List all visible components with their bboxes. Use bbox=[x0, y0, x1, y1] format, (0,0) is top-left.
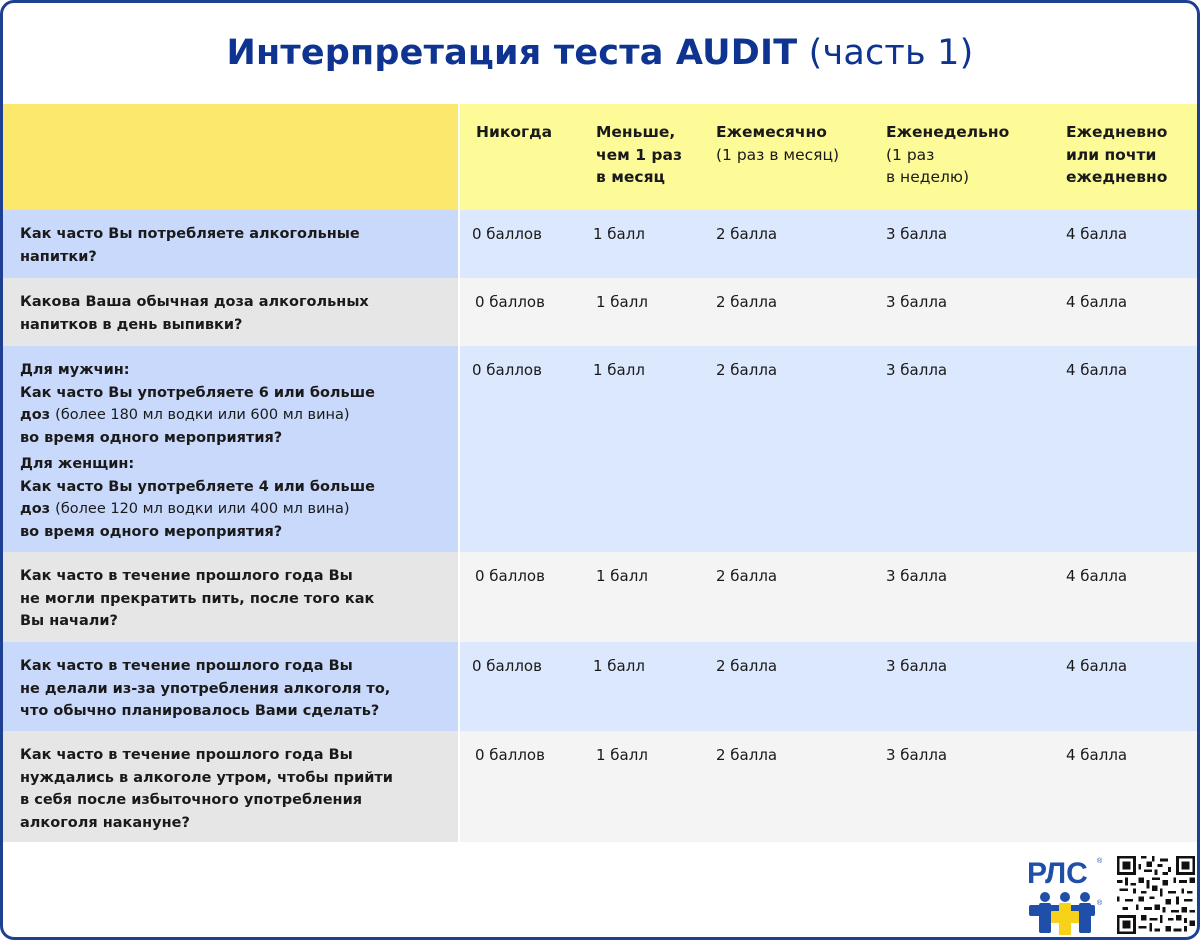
header-col-note: (1 раз bbox=[886, 145, 935, 164]
header-col-label: Меньше, bbox=[596, 123, 676, 141]
question-women bbox=[20, 453, 446, 543]
question-text: доз bbox=[20, 501, 51, 517]
question-text: нуждались в алкоголе утром, чтобы прийти bbox=[20, 769, 393, 786]
score-weekly: 3 балла bbox=[886, 567, 948, 585]
score-weekly: 3 балла bbox=[886, 746, 948, 764]
header-col-less-monthly bbox=[596, 121, 682, 189]
score-daily: 4 балла bbox=[1066, 746, 1128, 764]
table-row bbox=[3, 642, 1200, 731]
question-cell bbox=[3, 552, 458, 642]
score-never: 0 баллов bbox=[472, 657, 542, 675]
question-men bbox=[20, 359, 446, 449]
logo-registered-mark: ® bbox=[1097, 900, 1103, 907]
question-text: что обычно планировалось Вами сделать? bbox=[20, 703, 380, 719]
score-less-monthly: 1 балл bbox=[596, 293, 648, 311]
score-never: 0 баллов bbox=[472, 361, 542, 379]
question-text: Как часто Вы употребляете 6 или больше bbox=[20, 384, 375, 401]
score-weekly: 3 балла bbox=[886, 361, 948, 379]
score-daily: 4 балла bbox=[1066, 567, 1128, 585]
question-men-label: Для мужчин: bbox=[20, 362, 130, 378]
logo-registered-mark: ® bbox=[1097, 858, 1103, 865]
question-text: не могли прекратить пить, после того как bbox=[20, 590, 375, 607]
table-row bbox=[3, 278, 1200, 346]
header-col-label: Ежедневно bbox=[1066, 123, 1168, 141]
header-col-monthly bbox=[716, 121, 839, 166]
rls-logo bbox=[1027, 855, 1107, 935]
question-text: Как часто Вы употребляете 4 или больше bbox=[20, 478, 375, 495]
header-col-weekly bbox=[886, 121, 1009, 189]
score-monthly: 2 балла bbox=[716, 746, 778, 764]
header-col-label: чем 1 раз bbox=[596, 145, 682, 164]
table-row bbox=[3, 210, 1200, 278]
header-col-label: Еженедельно bbox=[886, 123, 1010, 141]
page-title bbox=[3, 33, 1197, 73]
audit-table bbox=[3, 104, 1200, 842]
logo-text: РЛС bbox=[1027, 857, 1088, 890]
question-text: во время одного мероприятия? bbox=[20, 429, 283, 446]
question-note: (более 180 мл водки или 600 мл вина) bbox=[55, 407, 350, 423]
header-col-daily bbox=[1066, 121, 1167, 189]
question-text: Как часто Вы потребляете алкогольные bbox=[20, 226, 360, 242]
header-col-label: в месяц bbox=[596, 168, 666, 186]
score-monthly: 2 балла bbox=[716, 567, 778, 585]
question-text: Как часто в течение прошлого года Вы bbox=[20, 747, 353, 763]
question-text: не делали из-за употребления алкоголя то, bbox=[20, 680, 391, 697]
score-less-monthly: 1 балл bbox=[596, 567, 648, 585]
question-cell bbox=[3, 346, 458, 552]
score-never: 0 баллов bbox=[475, 746, 545, 764]
question-text: алкоголя накануне? bbox=[20, 814, 190, 831]
header-col-label: или почти bbox=[1066, 145, 1157, 164]
table-row bbox=[3, 552, 1200, 642]
score-less-monthly: 1 балл bbox=[593, 657, 645, 675]
score-never: 0 баллов bbox=[475, 293, 545, 311]
qr-code bbox=[1117, 856, 1195, 934]
question-cell bbox=[3, 278, 458, 346]
score-daily: 4 балла bbox=[1066, 293, 1128, 311]
question-cell bbox=[3, 731, 458, 842]
score-weekly: 3 балла bbox=[886, 657, 948, 675]
score-never: 0 баллов bbox=[472, 225, 542, 243]
header-col-label: ежедневно bbox=[1066, 168, 1168, 186]
score-less-monthly: 1 балл bbox=[593, 225, 645, 243]
question-text: во время одного мероприятия? bbox=[20, 523, 283, 540]
question-text: Как часто в течение прошлого года Вы bbox=[20, 568, 353, 584]
header-empty-cell bbox=[3, 104, 458, 210]
table-row bbox=[3, 731, 1200, 842]
title-suffix: (часть 1) bbox=[808, 33, 974, 73]
question-text: напитков в день выпивки? bbox=[20, 316, 243, 333]
question-text: Какова Ваша обычная доза алкогольных bbox=[20, 294, 369, 310]
score-monthly: 2 балла bbox=[716, 293, 778, 311]
question-cell bbox=[3, 642, 458, 731]
header-col-never bbox=[476, 121, 552, 144]
score-monthly: 2 балла bbox=[716, 225, 778, 243]
score-monthly: 2 балла bbox=[716, 361, 778, 379]
question-cell bbox=[3, 210, 458, 278]
header-col-note: в неделю) bbox=[886, 168, 969, 186]
table-row bbox=[3, 346, 1200, 552]
title-main: Интерпретация теста AUDIT bbox=[226, 33, 798, 73]
score-weekly: 3 балла bbox=[886, 293, 948, 311]
question-text: Как часто в течение прошлого года Вы bbox=[20, 658, 353, 674]
score-less-monthly: 1 балл bbox=[596, 746, 648, 764]
score-monthly: 2 балла bbox=[716, 657, 778, 675]
question-text: Вы начали? bbox=[20, 613, 118, 629]
question-text: доз bbox=[20, 407, 51, 423]
score-less-monthly: 1 балл bbox=[593, 361, 645, 379]
score-daily: 4 балла bbox=[1066, 361, 1128, 379]
question-note: (более 120 мл водки или 400 мл вина) bbox=[55, 501, 350, 517]
score-never: 0 баллов bbox=[475, 567, 545, 585]
header-col-label: Ежемесячно bbox=[716, 123, 827, 141]
question-text: в себя после избыточного употребления bbox=[20, 792, 363, 808]
score-daily: 4 балла bbox=[1066, 225, 1128, 243]
header-col-note: (1 раз в месяц) bbox=[716, 145, 840, 164]
score-weekly: 3 балла bbox=[886, 225, 948, 243]
table-header-row bbox=[3, 104, 1200, 210]
header-col-label: Никогда bbox=[476, 123, 553, 141]
question-text: напитки? bbox=[20, 248, 97, 265]
question-women-label: Для женщин: bbox=[20, 456, 135, 472]
score-daily: 4 балла bbox=[1066, 657, 1128, 675]
